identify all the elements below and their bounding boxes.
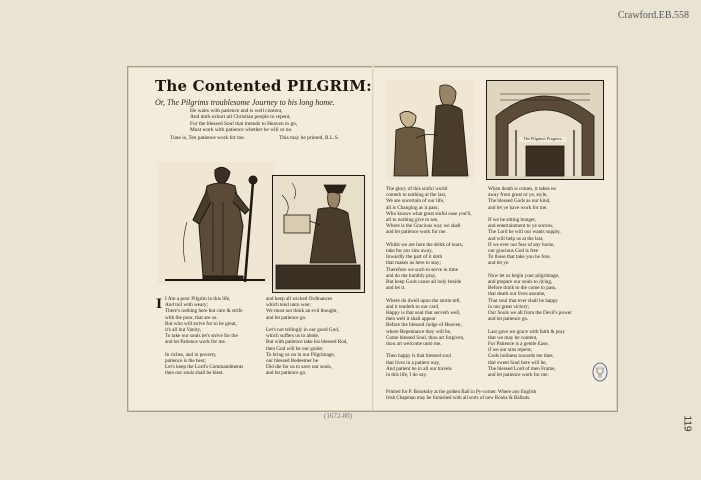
tune-text: Tune is, Ten patience work for me. xyxy=(170,135,246,141)
intro-line: For the blessed Soul that intends to Heaven to go, xyxy=(190,120,298,127)
verse-line: then our souls shall be blest. xyxy=(165,370,224,377)
verse-line: and let patience go. xyxy=(488,316,529,323)
verse-line: The Lord he will our wants supply, xyxy=(488,229,561,236)
verse-line: and let patience work for me. xyxy=(488,372,549,379)
verse-line: The blessed Lord of men Frame, xyxy=(488,365,556,372)
verse-line: all to nothing give to see, xyxy=(386,217,439,224)
verse-line: in our great victory; xyxy=(488,303,530,310)
drop-capital: I xyxy=(156,297,163,312)
verse-line: There's nothing here but care & strife xyxy=(165,308,243,315)
verse-line: and keep all wicked Ordinances xyxy=(266,296,333,302)
verse-line: cometh to nothing at the last, xyxy=(386,192,447,199)
page-side-number: 119 xyxy=(681,415,693,432)
verse-line: Who knows what great sinful ease you'll, xyxy=(386,210,472,217)
verse-line: and do me humbly pray, xyxy=(386,272,437,279)
library-stamp-icon xyxy=(592,362,608,382)
verse-line: take for our sins away, xyxy=(386,248,433,255)
verse-line: that sweet Soul here will be, xyxy=(488,359,547,366)
verse-line: patience is the best; xyxy=(165,358,206,365)
verse-line: Let's not tellingly in our good God, xyxy=(266,327,340,334)
verse-column-4 xyxy=(488,186,572,378)
ballad-intro xyxy=(190,108,365,134)
verse-line: Before the blessed Judge of Heaven, xyxy=(386,322,462,329)
ballad-title: The Contented PILGRIM: xyxy=(155,77,372,95)
verse-line: and let ye. xyxy=(488,260,510,267)
verse-line: Therefore we such to serve in time xyxy=(386,266,459,273)
verse-line: I Am a poor Pilgrim in this life, xyxy=(165,296,231,302)
verse-line: which suffers us to abide, xyxy=(266,333,320,340)
printer-imprint xyxy=(386,390,612,402)
verse-line: and let it. xyxy=(386,285,406,292)
verse-line: Then happy is that blessed soul xyxy=(386,353,451,360)
intro-line: Must work with patience whether he will or no. xyxy=(190,127,293,134)
verse-line: The glory of this sinful world xyxy=(386,186,448,192)
verse-line: and let patience work for me. xyxy=(386,229,447,236)
intro-line: And doth exhort all Christian people to repent, xyxy=(190,114,291,121)
verse-line: If we ever not fear of any horse, xyxy=(488,241,555,248)
verse-line: then God will be our guide; xyxy=(266,345,324,352)
verse-line: We are uncertain of our life, xyxy=(386,198,445,205)
verse-line: with the poor, that are so. xyxy=(165,314,218,321)
verse-line: When death is comes, it takes no xyxy=(488,186,557,192)
verse-line: which tend unto woe; xyxy=(266,302,311,309)
verse-line: In riches, and in poverty, xyxy=(165,351,217,358)
verse-line: That soul that ever shall be happy xyxy=(488,297,559,304)
ballad-subtitle: Or, The Pilgrims troublesome Journey to his long home. xyxy=(155,98,335,107)
verse-line: And toil with weary; xyxy=(165,302,209,309)
verse-line: Gods holiness towards me thee, xyxy=(488,353,554,360)
verse-line: and it tendeth to our card, xyxy=(386,303,440,310)
verse-line: thou art welcome unto me. xyxy=(386,341,442,348)
verse-line: that we may be content, xyxy=(488,334,538,341)
license-text: This may be printed, R.L.S. xyxy=(279,135,339,141)
verse-line: For Patience is a gentle Ease, xyxy=(488,341,549,348)
verse-line: Inwardly the part of it doth xyxy=(386,254,443,261)
verse-line: it's all but Vanity, xyxy=(165,327,201,334)
verse-line: and prepare our souls to dying, xyxy=(488,279,553,286)
shelf-mark: (1672-80) xyxy=(324,412,352,420)
verse-line: Did die for us to save our souls, xyxy=(266,364,332,371)
verse-line: Let's keep the Lord's Commandments xyxy=(165,364,244,371)
verse-line: And patient be in all our travels xyxy=(386,365,452,372)
verse-column-2 xyxy=(266,296,348,377)
verse-line: Where do dwell upon the storm tell, xyxy=(386,297,461,304)
verse-line: in this life, I do say. xyxy=(386,372,428,379)
verse-line: all is Changing as it pass; xyxy=(386,204,439,211)
verse-line: and entertainment to ye sorrow, xyxy=(488,223,554,230)
tune-line xyxy=(170,135,339,141)
verse-line: then well it shall appear xyxy=(386,316,436,323)
verse-line: our blessed Redeemer he xyxy=(266,358,318,365)
verse-line: and let patience go. xyxy=(266,314,307,321)
woodcut-couple xyxy=(386,80,474,180)
verse-column-3 xyxy=(386,186,472,378)
verse-line: But who will strive for to be great, xyxy=(165,320,237,327)
woodcut-pilgrim xyxy=(157,162,275,285)
verse-line: Come blessed Soul, thou art forgiven, xyxy=(386,334,465,341)
verse-line: To those that take you he fore, xyxy=(488,254,551,261)
verse-line: If we be sitting hunger, xyxy=(488,217,537,224)
imprint-line: Irish Chapman may be furnished with all sorts of new Books & Ballads. xyxy=(386,396,531,401)
verse-line: Whilst we are here the drink of tears, xyxy=(386,241,463,248)
verse-line: We must not think an evil thought, xyxy=(266,308,338,315)
verse-line: Where is the Gracious way we shall xyxy=(386,223,461,230)
imprint-line: Printed for P. Brooksby at the golden Ball in Py-corner. Where any English xyxy=(386,390,537,395)
verse-line: that death our lives assume, xyxy=(488,291,546,298)
verse-line: The blessed Gods as our kind, xyxy=(488,198,551,205)
verse-line: if we our sins repent; xyxy=(488,347,532,354)
sheet-fold xyxy=(372,66,374,410)
verse-line: that makes us here to stay; xyxy=(386,260,441,267)
verse-line: and let ye have work for me. xyxy=(488,204,548,211)
verse-line: To bring us on in our Pilgrimage, xyxy=(266,351,335,358)
verse-line: our gracious God is free xyxy=(488,248,539,255)
verse-line: that lives in a patient way, xyxy=(386,359,441,366)
verse-line: and will help us at the last, xyxy=(488,235,544,242)
verse-line: Last gave we grace with faith & pray xyxy=(488,328,566,335)
verse-line: To take our souls let's strive for the xyxy=(165,333,238,340)
archive-reference: Crawford.EB.558 xyxy=(617,10,689,21)
verse-line: away from great or ye, style, xyxy=(488,192,548,199)
verse-line: Happy is that soul that serveth well, xyxy=(386,310,461,317)
verse-line: But with patience take his blessed Rod, xyxy=(266,339,348,346)
verse-line: where Repentance they will be, xyxy=(386,328,452,335)
verse-column-1 xyxy=(165,296,243,377)
verse-line: But keep Gods cause all holy beside xyxy=(386,279,462,286)
woodcut-caption: The Pilgrim's Progress. xyxy=(519,137,567,142)
verse-line: Before think to die come to pass, xyxy=(488,285,557,292)
woodcut-arched-scene xyxy=(486,80,604,180)
verse-line: Our Souls we all from the Devil's power xyxy=(488,310,572,317)
intro-line: He waits with patience and is well content, xyxy=(190,108,283,114)
verse-line: and let patience go. xyxy=(266,370,307,377)
verse-line: Now let us begin your pilgrimage, xyxy=(488,272,560,279)
verse-line: and let Patience work for me. xyxy=(165,339,227,346)
woodcut-seated-man xyxy=(272,175,365,293)
